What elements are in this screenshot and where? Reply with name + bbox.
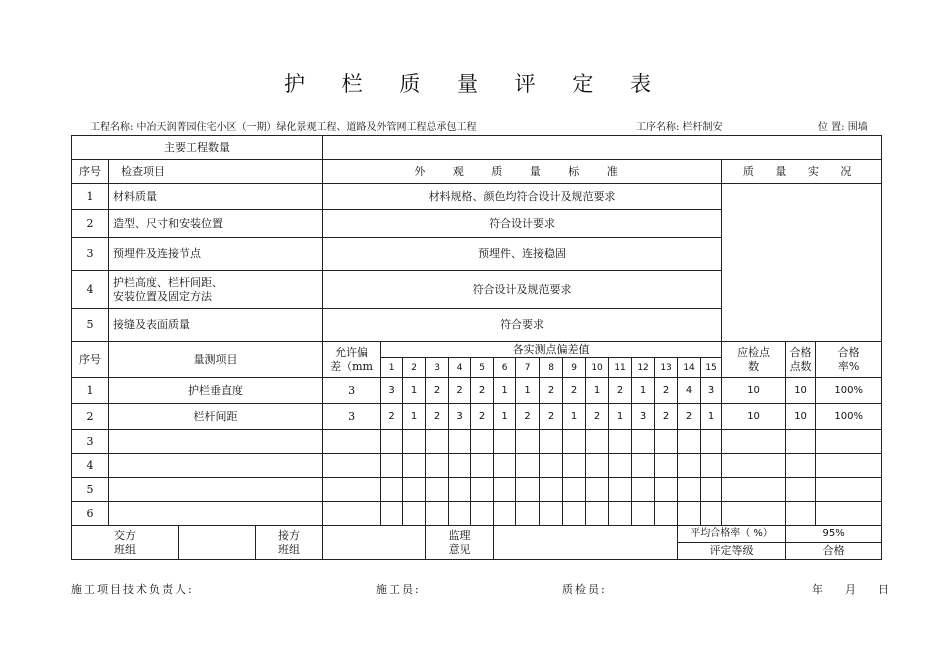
allowed-dev-line: 差（mm [330, 359, 373, 373]
avg-pass-rate-value: 95% [786, 526, 882, 543]
date-month: 月 [845, 583, 858, 596]
point-number: 15 [701, 358, 722, 378]
pass-rate-cell: 100% [816, 378, 882, 404]
pass-rate-line: 率% [837, 359, 860, 373]
should-check-cell: 10 [722, 404, 786, 430]
position-label: 位 置: 围墙 [818, 122, 868, 133]
avg-pass-rate-label: 平均合格率（ %） [678, 526, 786, 543]
deviation-cell: 1 [516, 378, 540, 404]
passed-points-line: 合格 [789, 345, 812, 359]
point-number: 4 [449, 358, 471, 378]
standard-cell: 材料规格、颜色均符合设计及规范要求 [323, 184, 722, 210]
deviation-cell: 1 [494, 404, 516, 430]
header-appearance-standard: 外 观 质 量 标 准 [323, 160, 722, 184]
seq-cell: 5 [72, 478, 109, 502]
header-should-check [722, 342, 786, 378]
deviation-cell: 1 [632, 378, 655, 404]
point-number: 2 [403, 358, 426, 378]
table-row [72, 184, 882, 210]
seq-cell: 3 [72, 430, 109, 454]
deviation-cell: 2 [655, 378, 678, 404]
check-item-line: 安装位置及固定方法 [113, 289, 212, 303]
standard-cell: 符合要求 [323, 309, 722, 342]
seq-cell: 1 [72, 378, 109, 404]
receiver-line: 接方 [278, 528, 301, 542]
receiver-team-label [256, 526, 323, 560]
deviation-cell: 3 [381, 378, 403, 404]
point-number: 5 [471, 358, 494, 378]
deviation-cell: 2 [540, 404, 563, 430]
table-row [72, 404, 882, 430]
main-quantity-value [323, 136, 882, 160]
header-passed-points [786, 342, 816, 378]
deviation-cell: 2 [678, 404, 701, 430]
point-number: 6 [494, 358, 516, 378]
header-quality-status: 质 量 实 况 [722, 160, 882, 184]
table-row [72, 526, 882, 543]
table-row [72, 378, 882, 404]
deviation-cell: 2 [516, 404, 540, 430]
process-name: 工序名称: 栏杆制安 [636, 122, 723, 133]
tech-lead-signature: 施工项目技术负责人: [71, 583, 194, 596]
inspector-signature: 质检员: [562, 583, 607, 596]
header-seq: 序号 [72, 160, 109, 184]
receiver-team-value [323, 526, 426, 560]
point-number: 8 [540, 358, 563, 378]
deviation-cell: 4 [678, 378, 701, 404]
supervision-line: 意见 [448, 542, 471, 556]
deviation-cell: 2 [381, 404, 403, 430]
allowed-dev-line: 允许偏 [335, 345, 369, 359]
seq-cell: 4 [72, 271, 109, 309]
supervision-line: 监理 [448, 528, 471, 542]
should-check-cell: 10 [722, 378, 786, 404]
check-item-cell: 材料质量 [109, 184, 323, 210]
deviation-cell: 3 [449, 404, 471, 430]
table-row [72, 160, 882, 184]
point-number: 12 [632, 358, 655, 378]
allowed-cell: 3 [323, 378, 381, 404]
deviation-cell: 1 [494, 378, 516, 404]
header-seq: 序号 [72, 342, 109, 378]
supervision-value [494, 526, 678, 560]
seq-cell: 1 [72, 184, 109, 210]
should-check-line: 应检点 [737, 345, 771, 359]
seq-cell: 3 [72, 238, 109, 271]
handover-line: 班组 [114, 542, 136, 556]
table-row [72, 342, 882, 358]
should-check-line: 数 [748, 359, 760, 373]
seq-cell: 5 [72, 309, 109, 342]
handover-team-value [179, 526, 256, 560]
header-measured-points: 各实测点偏差值 [381, 342, 722, 358]
check-item-line: 护栏高度、栏杆间距、 [113, 275, 223, 289]
header-pass-rate [816, 342, 882, 378]
deviation-cell: 3 [701, 378, 722, 404]
deviation-cell: 2 [540, 378, 563, 404]
table-row [72, 478, 882, 502]
deviation-cell: 2 [655, 404, 678, 430]
pass-rate-line: 合格 [837, 345, 860, 359]
point-number: 3 [426, 358, 449, 378]
deviation-cell: 1 [403, 404, 426, 430]
standard-cell: 预埋件、连接稳固 [323, 238, 722, 271]
seq-cell: 2 [72, 404, 109, 430]
header-allowed-deviation [323, 342, 381, 378]
allowed-cell: 3 [323, 404, 381, 430]
standard-cell: 符合设计要求 [323, 210, 722, 238]
check-item-cell [109, 271, 323, 309]
deviation-cell: 1 [701, 404, 722, 430]
grade-label: 评定等级 [678, 543, 786, 560]
point-number: 7 [516, 358, 540, 378]
handover-line: 交方 [114, 528, 136, 542]
check-item-cell: 预埋件及连接节点 [109, 238, 323, 271]
deviation-cell: 1 [586, 378, 609, 404]
main-quantity-label: 主要工程数量 [72, 136, 323, 160]
pass-rate-cell: 100% [816, 404, 882, 430]
deviation-cell: 2 [471, 404, 494, 430]
seq-cell: 4 [72, 454, 109, 478]
deviation-cell: 1 [563, 404, 586, 430]
seq-cell: 6 [72, 502, 109, 526]
date-year: 年 [812, 583, 825, 596]
point-number: 14 [678, 358, 701, 378]
check-item-cell: 接缝及表面质量 [109, 309, 323, 342]
table-row [72, 502, 882, 526]
header-check-item: 检查项目 [109, 160, 323, 184]
deviation-cell: 2 [426, 404, 449, 430]
supervision-label [426, 526, 494, 560]
point-number: 13 [655, 358, 678, 378]
measure-item-cell: 护栏垂直度 [109, 378, 323, 404]
seq-cell: 2 [72, 210, 109, 238]
passed-points-cell: 10 [786, 378, 816, 404]
point-number: 11 [609, 358, 632, 378]
point-number: 1 [381, 358, 403, 378]
receiver-line: 班组 [278, 542, 301, 556]
quality-status-cell [722, 184, 882, 342]
point-number: 10 [586, 358, 609, 378]
passed-points-cell: 10 [786, 404, 816, 430]
measure-item-cell: 栏杆间距 [109, 404, 323, 430]
deviation-cell: 2 [426, 378, 449, 404]
deviation-cell: 2 [449, 378, 471, 404]
deviation-cell: 3 [632, 404, 655, 430]
table-row [72, 430, 882, 454]
point-number: 9 [563, 358, 586, 378]
grade-value: 合格 [786, 543, 882, 560]
deviation-cell: 2 [586, 404, 609, 430]
table-row [72, 454, 882, 478]
deviation-cell: 2 [609, 378, 632, 404]
project-name: 工程名称: 中冶天润菁园住宅小区（一期）绿化景观工程、道路及外管网工程总承包工程 [90, 122, 477, 133]
quality-assessment-table [71, 135, 882, 560]
standard-cell: 符合设计及规范要求 [323, 271, 722, 309]
deviation-cell: 1 [609, 404, 632, 430]
date-day: 日 [878, 583, 891, 596]
deviation-cell: 2 [563, 378, 586, 404]
deviation-cell: 2 [471, 378, 494, 404]
check-item-cell: 造型、尺寸和安装位置 [109, 210, 323, 238]
worker-signature: 施工员: [376, 583, 421, 596]
header-measure-item: 量测项目 [109, 342, 323, 378]
table-row [72, 136, 882, 160]
handover-team-label [72, 526, 179, 560]
passed-points-line: 点数 [789, 359, 812, 373]
page-title: 护 栏 质 量 评 定 表 [283, 72, 667, 96]
deviation-cell: 1 [403, 378, 426, 404]
